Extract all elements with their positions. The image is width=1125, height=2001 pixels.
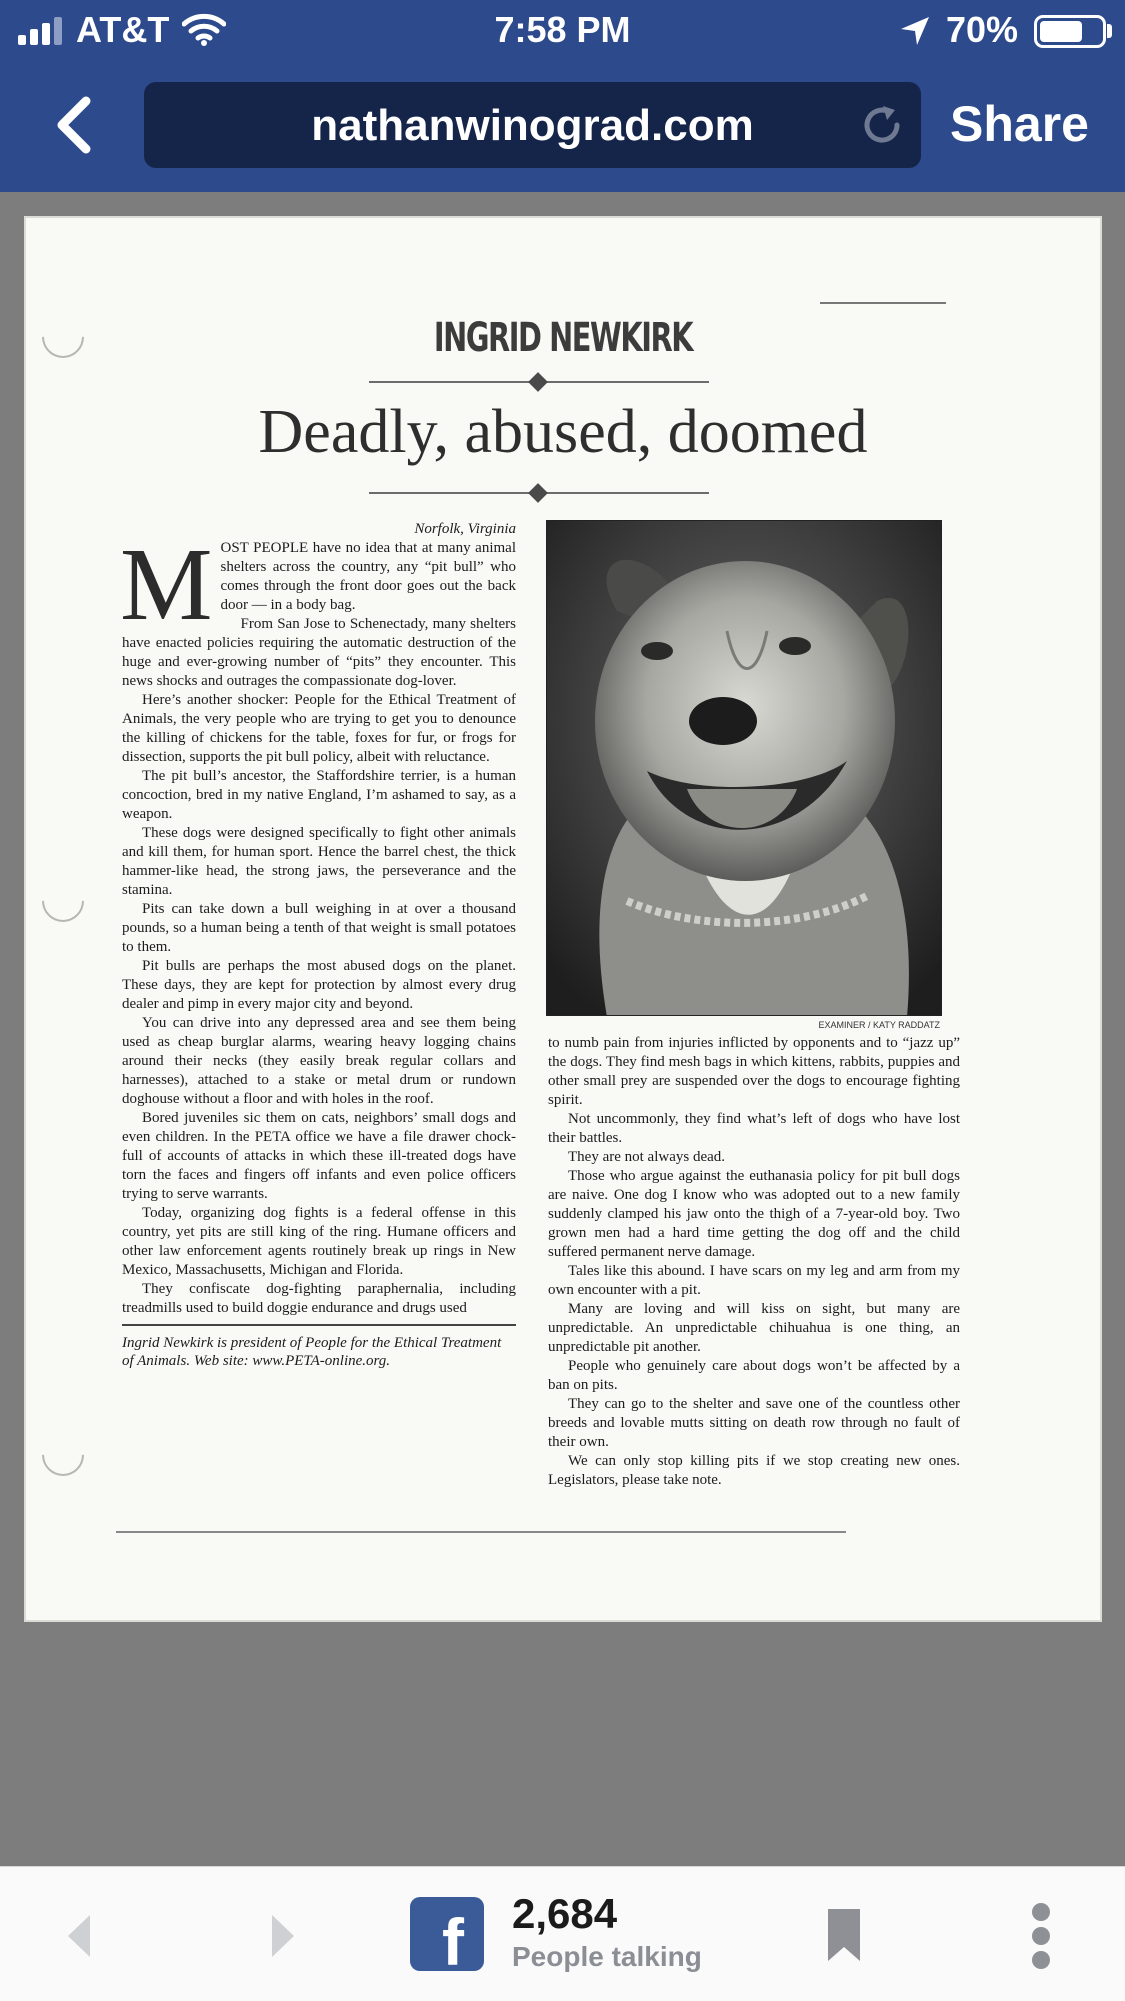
battery-level-fill bbox=[1040, 21, 1082, 42]
paragraph: Today, organizing dog fights is a federal offense in this country, yet pits are still king of the ring. Humane officers and other law enforcement agents routinely break up rings in New Mexico, Massachusetts, Michigan and Florida. bbox=[122, 1205, 516, 1278]
scanned-article bbox=[24, 216, 1102, 1622]
carrier-name: AT&T bbox=[76, 9, 170, 50]
comment-count[interactable]: 2,684 bbox=[512, 1890, 618, 1937]
paragraph: They are not always dead. bbox=[568, 1149, 726, 1165]
more-icon[interactable] bbox=[1030, 1903, 1054, 1969]
address-bar[interactable] bbox=[144, 82, 921, 168]
paragraph: Here’s another shocker: People for the Ethical Treatment of Animals, the very people who are trying to get you to denounce the killing of chickens for the table, foxes for fur, or frogs for dissection, supports the pit bull policy, albeit with reluctance. bbox=[122, 692, 516, 765]
comment-count-label[interactable]: People talking bbox=[512, 1941, 702, 1972]
back-arrow-icon[interactable] bbox=[62, 1911, 98, 1961]
clock: 7:58 PM bbox=[494, 9, 631, 50]
back-button[interactable] bbox=[44, 90, 104, 160]
location-arrow-icon bbox=[898, 14, 932, 48]
forward-arrow-icon[interactable] bbox=[264, 1911, 300, 1961]
dog-photo-illustration bbox=[547, 521, 942, 1016]
url-text: nathanwinograd.com bbox=[311, 101, 754, 150]
more-dot bbox=[1032, 1903, 1050, 1921]
battery-icon bbox=[1034, 15, 1106, 48]
share-button[interactable]: Share bbox=[950, 96, 1089, 152]
paragraph: Not uncommonly, they find what’s left of dogs who have lost their battles. bbox=[548, 1111, 960, 1146]
paragraph: People who genuinely care about dogs won’t be affected by a ban on pits. bbox=[548, 1358, 960, 1393]
paragraph: The pit bull’s ancestor, the Staffordshire terrier, is a human concoction, bred in my native England, I’m ashamed to say, as a weapon. bbox=[122, 768, 516, 822]
browser-header bbox=[0, 0, 1125, 192]
lead-paragraph: MOST PEOPLE have no idea that at many animal shelters across the country, any “pit bull” who comes through the front door goes out the back door — in a body bag. bbox=[120, 527, 516, 642]
article-column-left bbox=[122, 520, 516, 1370]
paragraph: Tales like this abound. I have scars on my leg and arm from my own encounter with a pit. bbox=[548, 1263, 960, 1298]
paragraph: They can go to the shelter and save one of the countless other breeds and lovable mutts sitting on death row through no fault of their own. bbox=[548, 1396, 960, 1450]
rule-line bbox=[116, 1531, 846, 1533]
dateline: Norfolk, Virginia bbox=[414, 521, 516, 537]
battery-tip bbox=[1107, 24, 1112, 38]
paragraph: Pits can take down a bull weighing in at over a thousand pounds, so a human being a tenth of that weight is small potatoes to them. bbox=[122, 901, 516, 955]
paragraph: to numb pain from injuries inflicted by opponents and to “jazz up” the dogs. They find mesh bags in which kittens, rabbits, puppies and other small prey are suspended over the dogs to encourage fighting spirit. bbox=[548, 1035, 960, 1108]
paragraph: Bored juveniles sic them on cats, neighbors’ small dogs and even children. In the PETA office we have a file drawer chock-full of accounts of attacks in which these ill-treated dogs have torn the faces and fingers off infants and even police officers trying to serve warrants. bbox=[122, 1110, 516, 1202]
pit-bull-photo bbox=[546, 520, 942, 1016]
status-bar bbox=[0, 0, 1125, 60]
diamond-ornament bbox=[528, 483, 548, 503]
paragraph: Those who argue against the euthanasia policy for pit bull dogs are naive. One dog I know who was adopted out to a new family suddenly clamped his jaw onto the thigh of a 7-year-old boy. Two grown men had a hard time getting the dog off and the child suffered permanent nerve damage. bbox=[548, 1168, 960, 1260]
headline: Deadly, abused, doomed bbox=[258, 398, 868, 466]
bio-divider bbox=[122, 1324, 516, 1326]
paragraph: Many are loving and will kiss on sight, but many are unpredictable. An unpredictable chihuahua is one thing, an unpredictable pit another. bbox=[548, 1301, 960, 1355]
hole-punch-mark bbox=[33, 871, 92, 930]
battery-percent: 70% bbox=[946, 9, 1019, 50]
author-bio: Ingrid Newkirk is president of People for the Ethical Treatment of Animals. Web site: www.PETA-online.org. bbox=[122, 1335, 502, 1369]
paragraph: We can only stop killing pits if we stop creating new ones. Legislators, please take note. bbox=[548, 1453, 960, 1488]
diamond-ornament bbox=[528, 372, 548, 392]
photo-credit: EXAMINER / KATY RADDATZ bbox=[818, 1020, 940, 1030]
paragraph: You can drive into any depressed area and see them being used as cheap burglar alarms, wearing heavy logging chains around their necks (they easily break regular collars and harnesses), attached to a stake or metal drum or rundown doghouse without a floor and with holes in the roof. bbox=[122, 1015, 516, 1107]
byline: INGRID NEWKIRK bbox=[433, 315, 693, 361]
reload-icon[interactable] bbox=[859, 102, 905, 148]
rule-line bbox=[820, 302, 946, 304]
bottom-toolbar bbox=[0, 1866, 1125, 2001]
more-dot bbox=[1032, 1951, 1050, 1969]
facebook-icon[interactable]: f bbox=[410, 1897, 484, 1971]
paragraph: Pit bulls are perhaps the most abused dogs on the planet. These days, they are kept for protection by almost every drug dealer and pimp in every major city and beyond. bbox=[122, 958, 516, 1012]
paragraph: From San Jose to Schenectady, many shelters have enacted policies requiring the automatic destruction of the huge and ever-growing number of “pits” they encounter. This news shocks and outrages the compassionate dog-lover. bbox=[122, 616, 516, 689]
hole-punch-mark bbox=[33, 1425, 92, 1484]
chevron-left-icon bbox=[54, 95, 94, 155]
bookmark-icon[interactable] bbox=[826, 1907, 862, 1963]
hole-punch-mark bbox=[33, 307, 92, 366]
paragraph: They confiscate dog-fighting paraphernalia, including treadmills used to build doggie endurance and drugs used bbox=[122, 1281, 516, 1316]
drop-cap: M bbox=[120, 527, 213, 642]
more-dot bbox=[1032, 1927, 1050, 1945]
article-column-right bbox=[548, 1034, 960, 1490]
paragraph: These dogs were designed specifically to fight other animals and kill them, for human sport. Hence the barrel chest, the thick hammer-like head, the strong jaws, the perseverance and the stamina. bbox=[122, 825, 516, 898]
